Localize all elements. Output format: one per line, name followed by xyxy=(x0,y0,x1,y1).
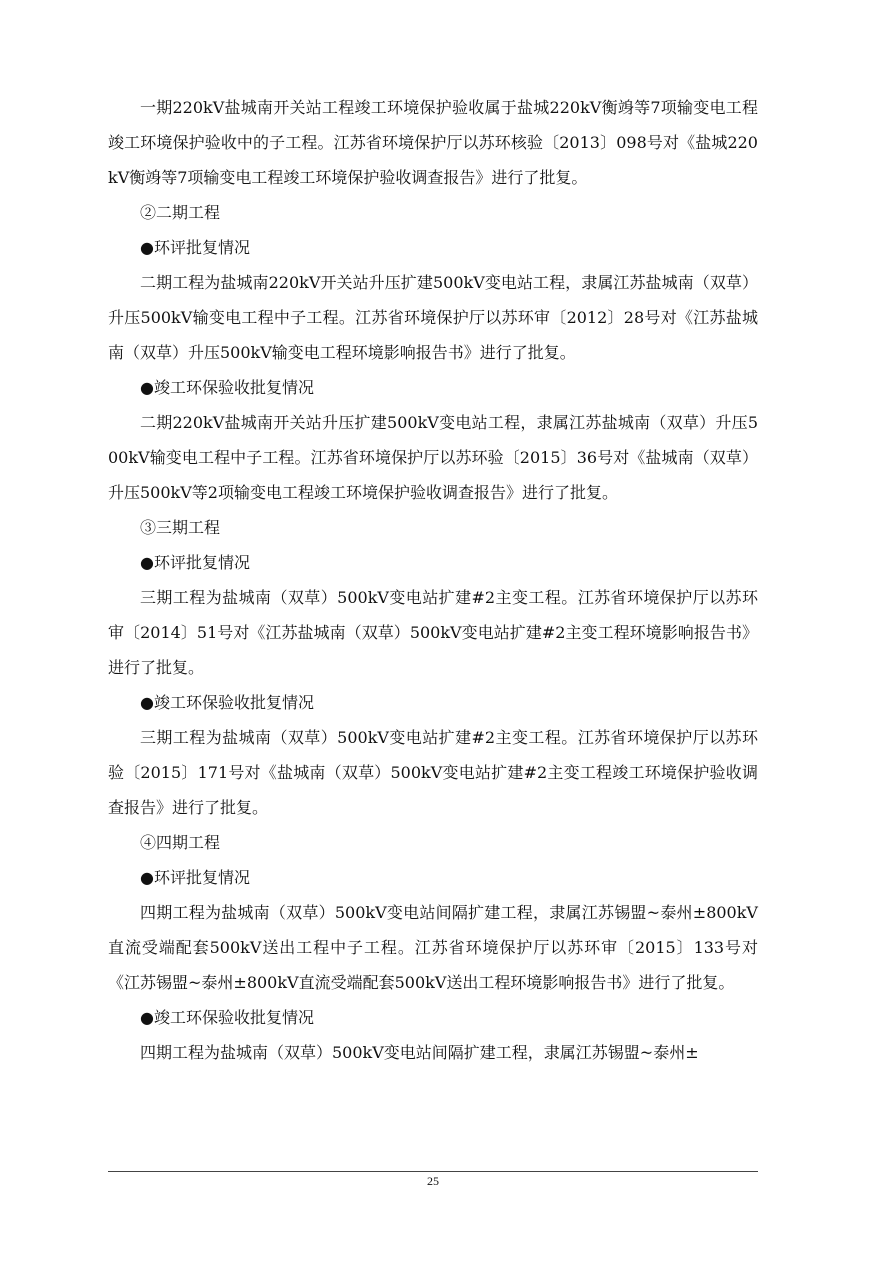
subheading-acceptance-approval: ●竣工环保验收批复情况 xyxy=(140,693,314,712)
paragraph-phase4-acceptance: 四期工程为盐城南（双草）500kV变电站间隔扩建工程，隶属江苏锡盟~泰州± xyxy=(140,1043,699,1062)
page-number: 25 xyxy=(427,1174,439,1188)
paragraph-phase1-acceptance: 一期220kV盐城南开关站工程竣工环境保护验收属于盐城220kV衡竧等7项输变电工程竣工环境保护验收中的子工程。江苏省环境保护厅以苏环核验〔2013〕098号对《盐城220kV衡竧等7项输变电工程竣工环境保护验收调查报告》进行了批复。 xyxy=(108,98,758,187)
paragraph-phase4-eia: 四期工程为盐城南（双草）500kV变电站间隔扩建工程，隶属江苏锡盟~泰州±800kV直流受端配套500kV送出工程中子工程。江苏省环境保护厅以苏环审〔2015〕133号对《江苏锡盟~泰州±800kV直流受端配套500kV送出工程环境影响报告书》进行了批复。 xyxy=(108,903,758,992)
subheading-acceptance-approval: ●竣工环保验收批复情况 xyxy=(140,378,314,397)
subheading-eia-approval: ●环评批复情况 xyxy=(140,238,250,257)
subheading-eia-approval: ●环评批复情况 xyxy=(140,868,250,887)
heading-phase4: ④四期工程 xyxy=(140,833,221,852)
heading-phase2: ②二期工程 xyxy=(140,203,221,222)
heading-phase3: ③三期工程 xyxy=(140,518,221,537)
paragraph-phase3-eia: 三期工程为盐城南（双草）500kV变电站扩建#2主变工程。江苏省环境保护厅以苏环审〔2014〕51号对《江苏盐城南（双草）500kV变电站扩建#2主变工程环境影响报告书》进行了批复。 xyxy=(108,588,758,677)
footer-divider xyxy=(108,1171,758,1172)
document-body xyxy=(108,90,758,1070)
subheading-acceptance-approval: ●竣工环保验收批复情况 xyxy=(140,1008,314,1027)
paragraph-phase2-eia: 二期工程为盐城南220kV开关站升压扩建500kV变电站工程，隶属江苏盐城南（双草）升压500kV输变电工程中子工程。江苏省环境保护厅以苏环审〔2012〕28号对《江苏盐城南（双草）升压500kV输变电工程环境影响报告书》进行了批复。 xyxy=(108,273,758,362)
subheading-eia-approval: ●环评批复情况 xyxy=(140,553,250,572)
paragraph-phase3-acceptance: 三期工程为盐城南（双草）500kV变电站扩建#2主变工程。江苏省环境保护厅以苏环验〔2015〕171号对《盐城南（双草）500kV变电站扩建#2主变工程竣工环境保护验收调查报告》进行了批复。 xyxy=(108,728,758,817)
paragraph-phase2-acceptance: 二期220kV盐城南开关站升压扩建500kV变电站工程，隶属江苏盐城南（双草）升压500kV输变电工程中子工程。江苏省环境保护厅以苏环验〔2015〕36号对《盐城南（双草）升压500kV等2项输变电工程竣工环境保护验收调查报告》进行了批复。 xyxy=(108,413,758,502)
